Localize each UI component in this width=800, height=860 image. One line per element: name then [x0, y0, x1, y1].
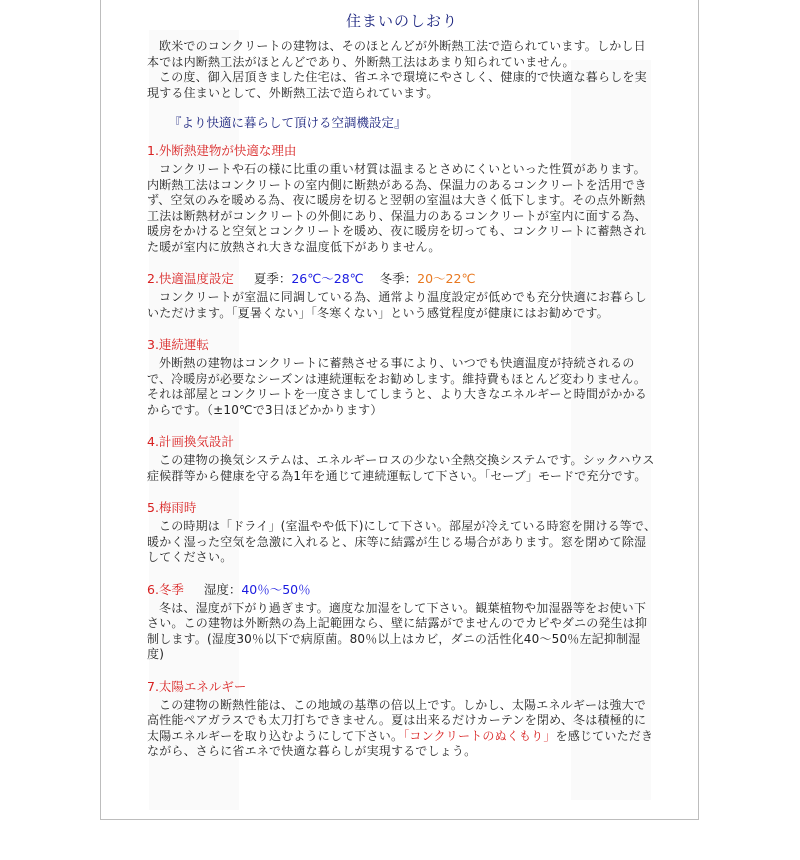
- section-subtitle: 『より快適に暮らして頂ける空調機設定』: [169, 115, 407, 130]
- humidity-label: 湿度：: [203, 581, 242, 597]
- humidity-value: 40％～50％: [241, 581, 311, 597]
- section-2-body: コンクリートが室温に同調している為、通常より温度設定が低めでも充分快適にお暮らしいただけます。「夏暑くない」「冬寒くない」という感覚程度が健康にはお勧めです。: [147, 290, 647, 320]
- section-6-body: 冬は、湿度が下がり過ぎます。適度な加湿をして下さい。観葉植物や加湿器等をお使い下さい。この建物は外断熱の為上記範囲なら、壁に結露がでませんのでカビやダニの発生は抑制します。(湿度30％以下で病原菌。80％以上はカビ，ダニの活性化40～50％左記抑制湿度): [147, 600, 648, 661]
- section-7-body: [147, 698, 657, 760]
- section-4-heading: 4.計画換気設計: [147, 434, 234, 449]
- section-6-title: 6.冬季: [147, 581, 184, 597]
- section-7-body-a: この建物の断熱性能は、この地域の基準の倍以上です。しかし、太陽エネルギーは強大で高性能ペアガラスでも太刀打ちできません。夏は出来るだけカーテンを閉め、冬は積極的に太陽エネルギーを取り込むようにして下さい。: [147, 697, 647, 743]
- section-2-title: 2.快適温度設定: [147, 271, 234, 286]
- section-1-body: コンクリートや石の様に比重の重い材質は温まるとさめにくいといった性質があります。内断熱工法はコンクリートの室内側に断熱がある為、保温力のあるコンクリートを活用できず、空気のみを暖める為、夜に暖房を切ると翌朝の室温は大きく低下します。その点外断熱工法は断熱材がコンクリートの外側にあり、保温力のあるコンクリートが室内に面する為、暖房をかけると空気とコンクリートを暖め、夜に暖房を切っても、コンクリートに蓄熱された暖が室内に放熱され大きな温度低下がありません。: [147, 162, 647, 254]
- section-7-heading: 7.太陽エネルギー: [147, 678, 247, 694]
- section-3-body: 外断熱の建物はコンクリートに蓄熱させる事により、いつでも快適温度が持続されるので、冷暖房が必要なシーズンは連続運転をお勧めします。維持費もほとんど変わりません。それは部屋とコンクリートを一度さましてしまうと、より大きなエネルギーと時間がかかるからです。（±10℃で3日ほどかかります）: [147, 356, 647, 417]
- section-1-heading: 1.外断熱建物が快適な理由: [147, 143, 297, 158]
- winter-label: 冬季：: [379, 271, 418, 286]
- intro-paragraph-2: この度、御入居頂きました住宅は、省エネで環境にやさしく、健康的で快適な暮らしを実現する住まいとして、外断熱工法で造られています。: [147, 70, 647, 100]
- concrete-warmth-highlight: 「コンクリートのぬくもり」: [403, 728, 556, 743]
- section-4-body: この建物の換気システムは、エネルギーロスの少ない全熱交換システムです。シックハウス症候群等から健康を守る為1年を通じて連続運転して下さい。「セーブ」モードで充分です。: [147, 453, 655, 483]
- page-title: 住まいのしおり: [345, 12, 458, 30]
- winter-temperature: 20～22℃: [417, 271, 476, 286]
- intro-paragraph-1: 欧米でのコンクリートの建物は、そのほとんどが外断熱工法で造られています。しかし日本では内断熱工法がほとんどであり、外断熱工法はあまり知られていません。: [147, 39, 646, 69]
- section-5-heading: 5.梅雨時: [147, 500, 197, 515]
- section-6-heading: [147, 580, 657, 598]
- section-7-body-b: を感じていただきながら、さらに省エネで快適な暮らしが実現するでしょう。: [147, 728, 654, 758]
- summer-temperature: 26℃～28℃: [291, 271, 364, 286]
- summer-label: 夏季：: [253, 271, 292, 286]
- section-2-heading: [147, 269, 657, 287]
- section-5-body: この時期は「ドライ」(室温やや低下)にして下さい。部屋が冷えている時窓を開ける等で、暖かく湿った空気を急激に入れると、床等に結露が生じる場合があります。窓を閉めて除湿してください。: [147, 519, 657, 564]
- section-3-heading: 3.連続運転: [147, 337, 209, 352]
- document-content: [147, 10, 657, 760]
